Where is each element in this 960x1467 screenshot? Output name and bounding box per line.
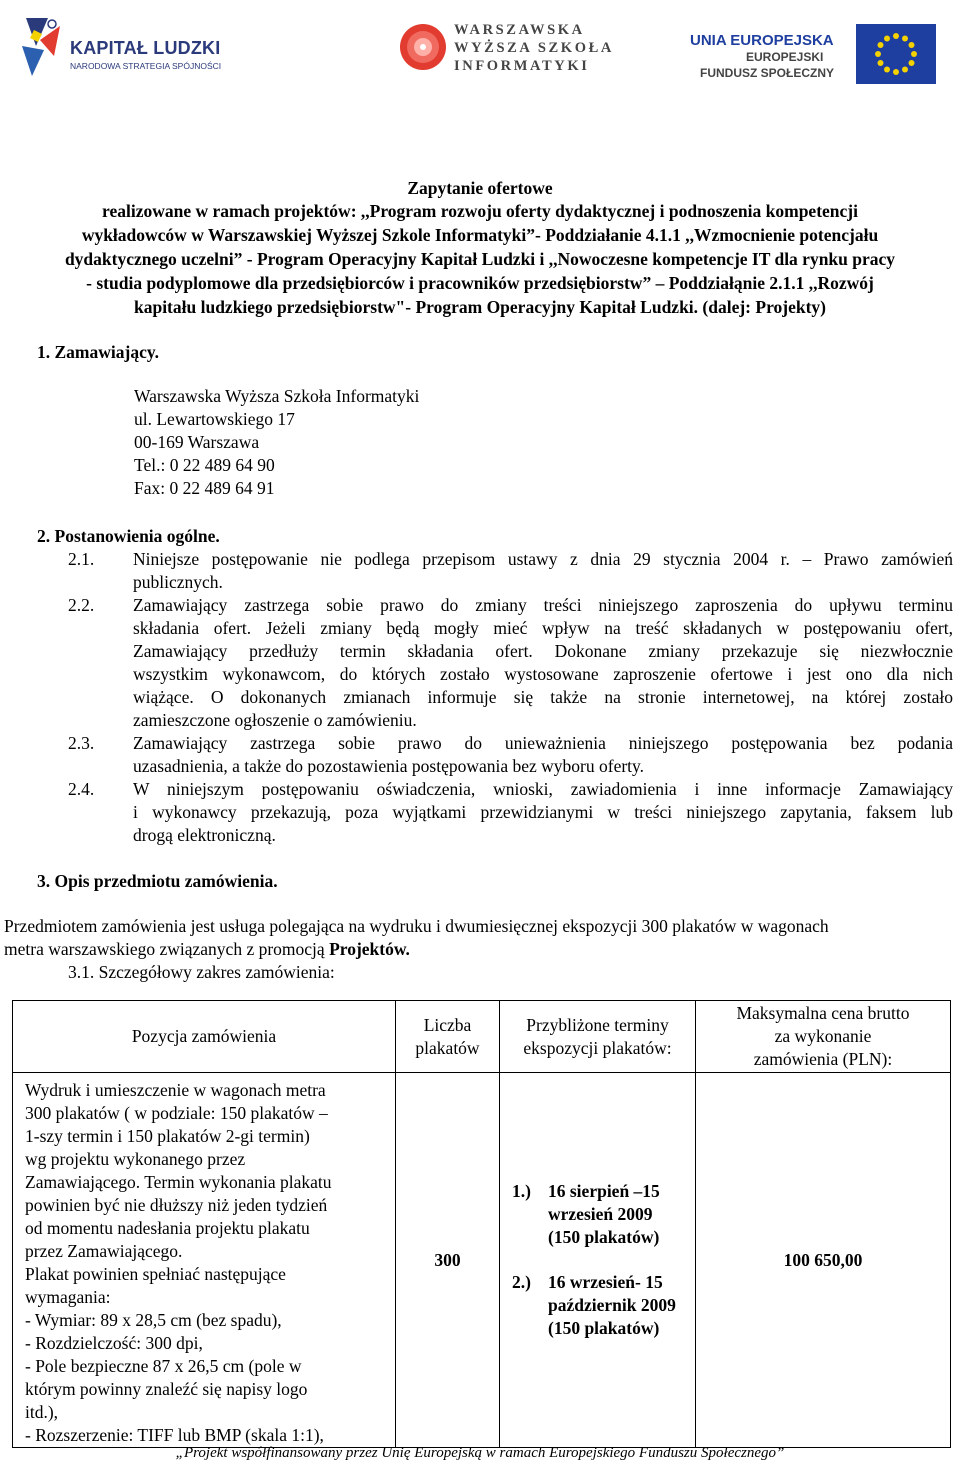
- text-line: uzasadnienia, a także do pozostawienia postępowania bez wyboru oferty.: [133, 756, 645, 776]
- section-1-heading: 1. Zamawiający.: [37, 342, 160, 362]
- wwsi-emblem-icon: [398, 22, 448, 72]
- address-line: Fax: 0 22 489 64 91: [134, 478, 275, 498]
- address-line: Tel.: 0 22 489 64 90: [134, 455, 275, 475]
- kapital-ludzki-title: KAPITAŁ LUDZKI: [70, 38, 221, 58]
- wwsi-logo-line3: INFORMATYKI: [454, 58, 590, 74]
- paragraph-bold-text: Projektów.: [329, 939, 410, 959]
- contractor-address: [134, 385, 419, 500]
- text-line: wiążące. O dokonanych zmianach informuje się także na stronie internetowej, na której zostało: [133, 687, 953, 707]
- cell-description: Wydruk i umieszczenie w wagonach metra 300 plakatów ( w podziale: 150 plakatów – 1-szy termin i 150 plakatów 2-gi termin) wg projektu wykonanego przez Zamawiającego. Termin wykonania plakatu powinien być nie dłuższy niż jeden tydzień od momentu nadesłania projektu plakatu przez Zamawiającego. Plakat powinien spełniać następujące wymagania: - Wymiar: 89 x 28,5 cm (bez spadu), - Rozdzielczość: 300 dpi, - Pole bezpieczne 87 x 26,5 cm (pole w którym powinny znaleźć się napisy logo itd.), - Rozszerzenie: TIFF lub BMP (skala 1:1),: [13, 1073, 396, 1448]
- text-line: wszystkim wykonawcom, do których zostało wystosowane zaproszenie ofertowe i jest ono dla nich: [133, 664, 953, 684]
- text-line: Niniejsze postępowanie nie podlega przepisom ustawy z dnia 29 stycznia 2004 r. – Prawo zamówień: [133, 549, 953, 569]
- address-line: ul. Lewartowskiego 17: [134, 409, 295, 429]
- text-line: i wykonawcy przekazują, poza wyjątkami przewidzianymi w treści niniejszego zapytania, faksem lub: [133, 802, 953, 822]
- paragraph-text: metra warszawskiego związanych z promocją: [4, 939, 330, 959]
- item-2-1-text: [133, 548, 953, 594]
- text-line: składania ofert. Jeżeli zmiany będą mogły mieć wpływ na treść składanych w postępowaniu ofert,: [133, 618, 953, 638]
- cell-count: 300: [396, 1073, 500, 1448]
- item-number: 2.2.: [68, 595, 95, 615]
- eu-logo-line1: UNIA EUROPEJSKA: [690, 32, 834, 49]
- text-line: W niniejszym postępowaniu oświadczenia, wnioski, zawiadomienia i inne informacje Zamawiający: [133, 779, 953, 799]
- kapital-ludzki-logo: [18, 14, 222, 84]
- text-line: Zamawiający zastrzega sobie prawo do zmiany treści niniejszego zaproszenia do upływu terminu: [133, 595, 953, 615]
- text-line: drogą elektroniczną.: [133, 825, 276, 845]
- eu-logo-line2: EUROPEJSKI: [746, 50, 824, 64]
- wwsi-logo-line1: WARSZAWSKA: [454, 22, 585, 38]
- column-header-price: Maksymalna cena brutto za wykonanie zamówienia (PLN):: [696, 1001, 951, 1073]
- section-3-paragraph-line-1: Przedmiotem zamówienia jest usługa polegająca na wydruku i dwumiesięcznej ekspozycji 300 plakatów w wagonach: [4, 916, 829, 936]
- section-3-paragraph-line-2: [4, 937, 410, 961]
- header-line-5: kapitału ludzkiego przedsiębiorstw"- Program Operacyjny Kapitał Ludzki. (dalej: Projekty): [133, 297, 827, 317]
- section-2-heading: 2. Postanowienia ogólne.: [37, 526, 220, 546]
- cell-terms: 1.) 16 sierpień –15 wrzesień 2009 (150 plakatów) 2.) 16 wrzesień- 15 październik 2009 (150 plakatów): [500, 1073, 696, 1448]
- header-line-2: wykładowców w Warszawskiej Wyższej Szkole Informatyki”- Poddziałanie 4.1.1 ,,Wzmocnienie potencjału: [81, 225, 879, 245]
- column-header-terms: Przybliżone terminy ekspozycji plakatów:: [500, 1001, 696, 1073]
- eu-flag-icon: [856, 24, 936, 84]
- text-line: Zamawiający przedłuży termin składania ofert. Dokonane zmiany przekazuje się niezwłocznie: [133, 641, 953, 661]
- document-title: Zapytanie ofertowe: [407, 178, 553, 198]
- kapital-ludzki-emblem-icon: [18, 16, 66, 78]
- cell-price: 100 650,00: [696, 1073, 951, 1448]
- item-2-3-text: [133, 732, 953, 778]
- wwsi-logo: [398, 20, 614, 80]
- section-3-heading: 3. Opis przedmiotu zamówienia.: [37, 871, 278, 891]
- table-header-row: [13, 1001, 951, 1073]
- header-line-4: - studia podyplomowe dla przedsiębiorców i pracowników przedsiębiorstw” – Poddziałąnie 2.1.1 ,,Rozwój: [86, 273, 874, 293]
- table-row: [13, 1073, 951, 1448]
- wwsi-logo-line2: WYŻSZA SZKOŁA: [454, 40, 614, 56]
- item-2-2-text: [133, 594, 953, 732]
- item-2-4-text: [133, 778, 953, 847]
- item-number: 2.4.: [68, 779, 95, 799]
- footer-note: „Projekt współfinansowany przez Unię Europejską w ramach Europejskiego Funduszu Społecznego”: [175, 1445, 785, 1461]
- column-header-count: Liczba plakatów: [396, 1001, 500, 1073]
- address-line: Warszawska Wyższa Szkoła Informatyki: [134, 386, 420, 406]
- text-line: publicznych.: [133, 572, 223, 592]
- header-line-3: dydaktycznego uczelni” - Program Operacyjny Kapitał Ludzki i ,,Nowoczesne kompetencje IT dla rynku pracy: [64, 249, 896, 269]
- item-number: 2.3.: [68, 733, 95, 753]
- item-number: 2.1.: [68, 549, 95, 569]
- kapital-ludzki-subtitle: NARODOWA STRATEGIA SPÓJNOŚCI: [70, 61, 222, 71]
- header-line-1: realizowane w ramach projektów: ,,Program rozwoju oferty dydaktycznej i podnoszenia kompetencji: [102, 201, 858, 221]
- text-line: Zamawiający zastrzega sobie prawo do unieważnienia niniejszego postępowania bez podania: [133, 733, 953, 753]
- order-table: [12, 1000, 951, 1448]
- address-line: 00-169 Warszawa: [134, 432, 260, 452]
- eu-logo: [690, 22, 940, 92]
- column-header-position: Pozycja zamówienia: [13, 1001, 396, 1073]
- eu-logo-line3: FUNDUSZ SPOŁECZNY: [700, 66, 835, 80]
- text-line: zamieszczone ogłoszenie o zamówieniu.: [133, 710, 417, 730]
- section-3-1-heading: 3.1. Szczegółowy zakres zamówienia:: [68, 962, 335, 982]
